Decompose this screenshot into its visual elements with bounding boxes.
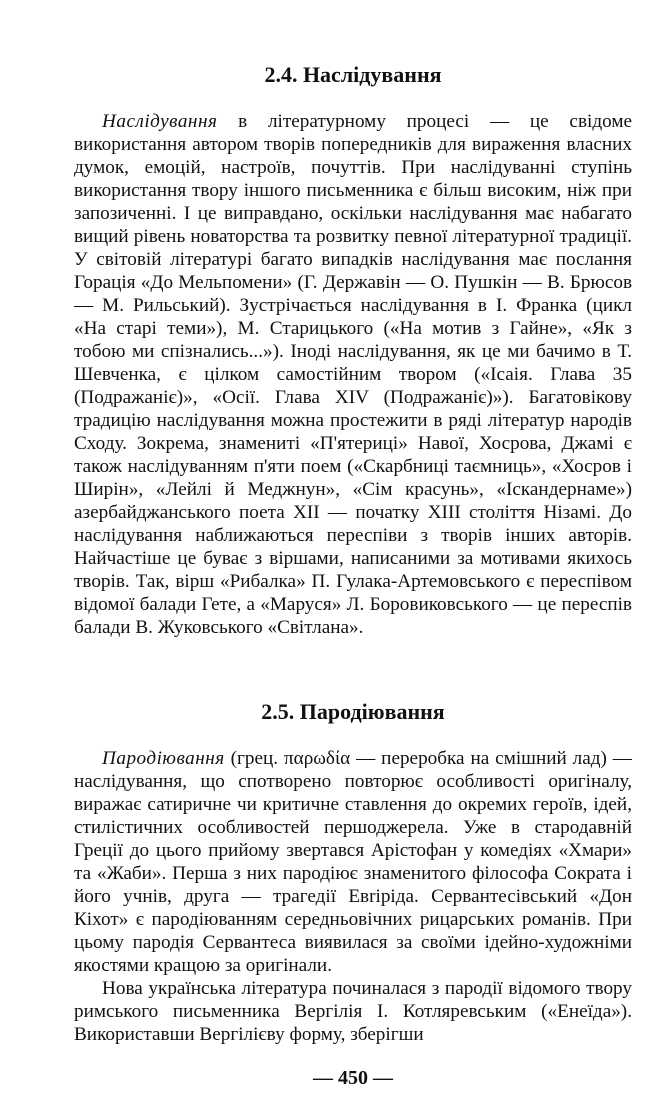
paragraph-imitation-text: в літературному процесі — це свідоме використання автором творів попередників для вираження власних думок, емоцій, настроїв, почуттів. При наслідуванні ступінь використання твору іншого письменника є більш високим, ніж при запозиченні. І це виправдано, оскільки наслідування має набагато вищий рівень новаторства та розвитку певної літературної традиції. У світовій літературі багато випадків наслідування має послання Горація «До Мельпомени» (Г. Державін — О. Пушкін — В. Брюсов — М. Рильський). Зустрічається наслідування в І. Франка (цикл «На старі теми»), М. Старицького («На мотив з Гайне», «Як з тобою ми спізнались...»). Іноді наслідування, як це ми бачимо в Т. Шевченка, є цілком самостійним твором («Ісаія. Глава 35 (Подражаніє)», «Осії. Глава XIV (Подражаніє)»). Багатовікову традицію наслідування можна простежити в ряді літератур народів Сходу. Зокрема, знамениті «П'ятериці» Навої, Хосрова, Джамі є також наслідуванням п'яти поем («Скарбниці таємниць», «Хосров і Ширін», «Лейлі й Меджнун», «Сім красунь», «Іскандернаме») азербайджанського поета XII — початку XIII століття Нізамі. До наслідування наближаються переспіви з творів інших авторів. Найчастіше це буває з віршами, написаними за мотивами якихось творів. Так, вірш «Рибалка» П. Гулака-Артемовського є переспівом відомої балади Гете, а «Маруся» Л. Боровиковського — це переспів балади В. Жуковського «Світлана». (74, 111, 632, 638)
paragraph-kotliarevsky: Нова українська література починалася з пародії відомого твору римського письменника Вергілія І. Котляревським («Енеїда»). Використавши Вергілієву форму, зберігши (74, 978, 632, 1045)
paragraph-imitation (74, 110, 632, 639)
term-imitation: Наслідування (102, 111, 218, 132)
term-parody: Пародіювання (102, 748, 225, 769)
section-title-parody: 2.5. Пародіювання (261, 699, 445, 724)
paragraph-parody (74, 747, 632, 977)
section-title-imitation: 2.4. Наслідування (264, 62, 442, 87)
page-number: — 450 — (313, 1067, 393, 1089)
paragraph-parody-text: (грец. παρωδία — переробка на смішний лад) — наслідування, що спотворено повторює особливості оригіналу, виражає сатиричне чи критичне ставлення до окремих героїв, ідей, стилістичних особливостей першоджерела. Уже в стародавній Греції до цього прийому звертався Арістофан у комедіях «Хмари» та «Жаби». Перша з них пародіює знаменитого філософа Сократа і його учнів, друга — трагедії Евripiда. Сервантесівський «Дон Кіхот» є пародіюванням середньовічних рицарських романів. При цьому пародія Сервантеса виявилася за своїми ідейно-художніми якостями кращою за оригінали. (74, 748, 632, 976)
